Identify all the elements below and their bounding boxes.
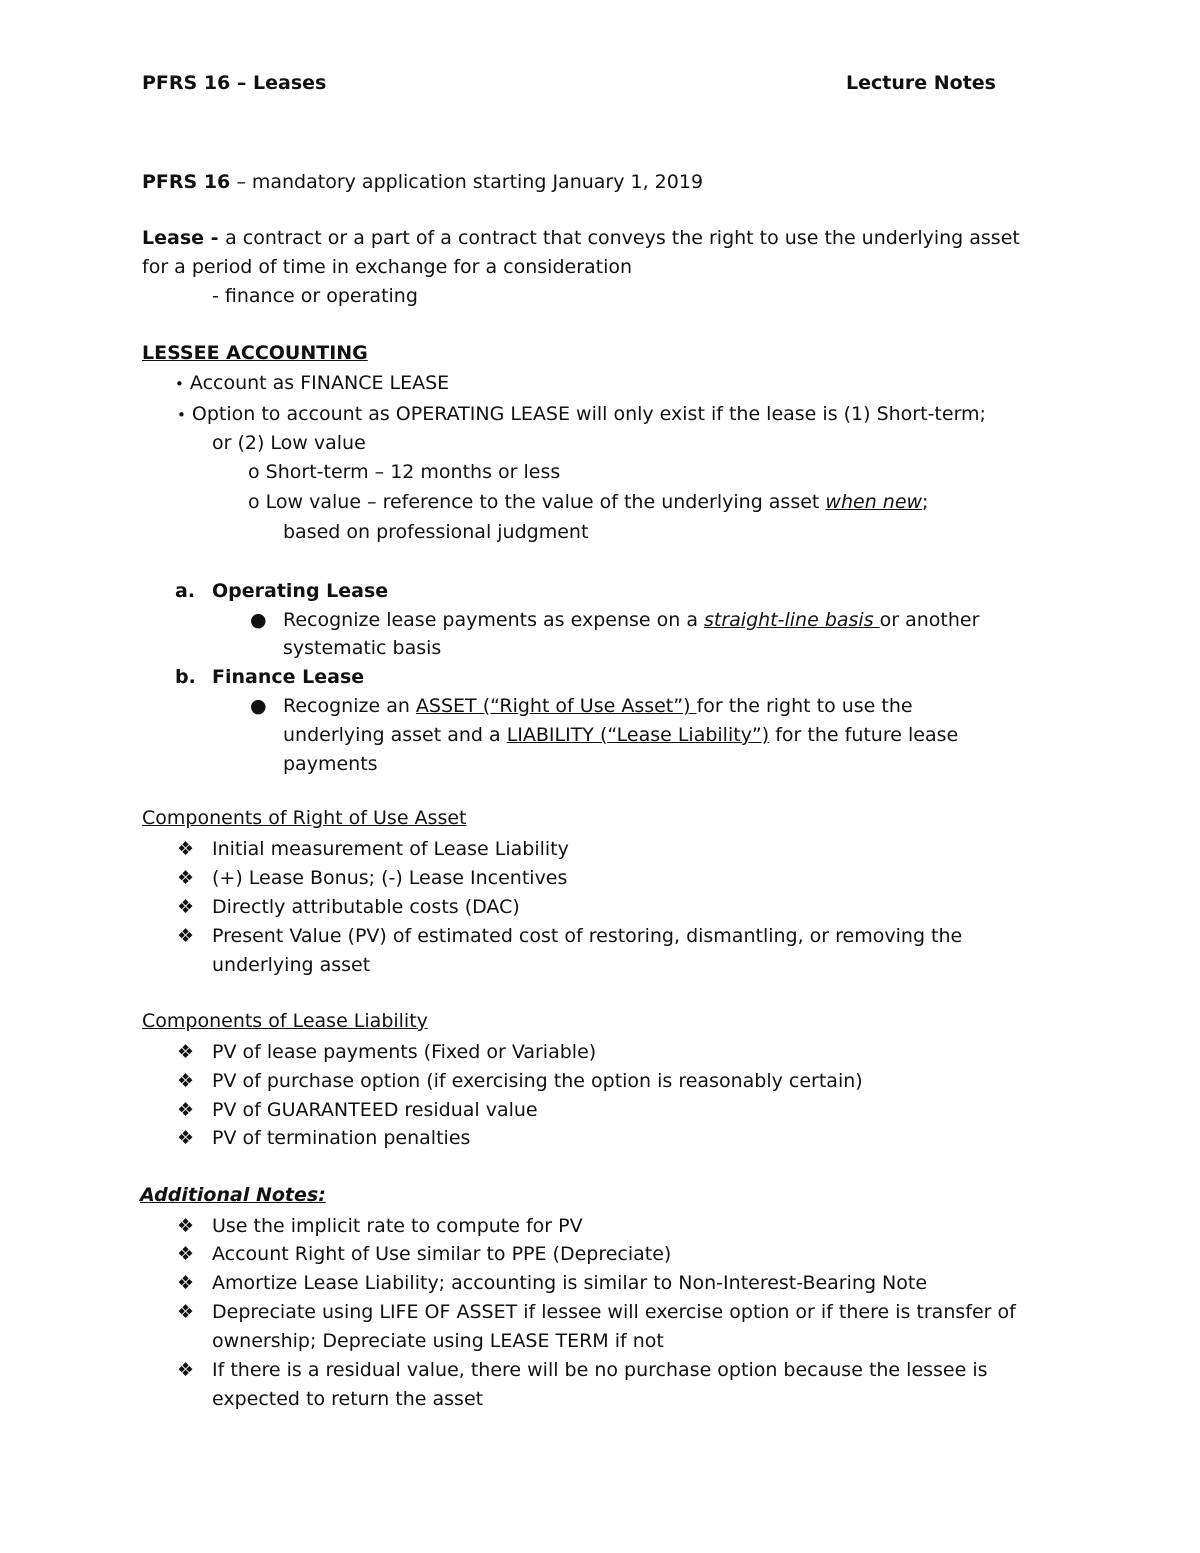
straight-line-basis-emphasis: straight-line basis <box>704 609 880 631</box>
filled-bullet-icon: ● <box>250 609 267 631</box>
finance-lease-text-line-1: Recognize an ASSET (“Right of Use Asset”) for the right to use the <box>283 695 913 717</box>
diamond-icon: ❖ <box>177 1243 195 1265</box>
lessee-bullet-2: • Option to account as OPERATING LEASE will only exist if the lease is (1) Short-term; <box>177 400 986 430</box>
lease-definition-line-2: for a period of time in exchange for a consideration <box>142 256 633 278</box>
low-value-definition-continued: based on professional judgment <box>283 521 589 543</box>
lessee-bullet-1: • Account as FINANCE LEASE <box>175 369 449 399</box>
diamond-icon: ❖ <box>177 1070 195 1092</box>
pfrs-label: PFRS 16 <box>142 171 231 193</box>
list-item: Use the implicit rate to compute for PV <box>212 1215 583 1237</box>
list-item: If there is a residual value, there will be no purchase option because the lessee is <box>212 1359 988 1381</box>
right-of-use-asset-term: ASSET (“Right of Use Asset”) <box>415 695 697 717</box>
operating-lease-title: Operating Lease <box>212 580 389 602</box>
list-item-continued: underlying asset <box>212 954 371 976</box>
document-title: PFRS 16 – Leases <box>142 72 327 94</box>
liability-components-heading: Components of Lease Liability <box>142 1010 428 1032</box>
low-value-definition: o Low value – reference to the value of the underlying asset when new; <box>248 491 929 513</box>
diamond-icon: ❖ <box>177 1041 195 1063</box>
pfrs-text: – mandatory application starting January 1, 2019 <box>230 171 704 193</box>
additional-notes-heading: Additional Notes: <box>140 1184 326 1206</box>
lessee-accounting-heading: LESSEE ACCOUNTING <box>142 342 368 364</box>
diamond-icon: ❖ <box>177 1359 195 1381</box>
document-type-label: Lecture Notes <box>846 72 996 94</box>
diamond-icon: ❖ <box>177 1099 195 1121</box>
diamond-icon: ❖ <box>177 838 195 860</box>
lease-types: - finance or operating <box>212 285 418 307</box>
finance-lease-title: Finance Lease <box>212 666 365 688</box>
pfrs-definition <box>142 168 703 197</box>
lease-label: Lease - <box>142 227 226 249</box>
filled-bullet-icon: ● <box>250 695 267 717</box>
lessee-bullet-2-continued: or (2) Low value <box>212 432 366 454</box>
diamond-icon: ❖ <box>177 1215 195 1237</box>
diamond-icon: ❖ <box>177 1301 195 1323</box>
bullet-icon: • <box>175 375 184 393</box>
list-item: Initial measurement of Lease Liability <box>212 838 569 860</box>
lease-liability-term: LIABILITY (“Lease Liability”) <box>506 724 770 746</box>
list-item: Account Right of Use similar to PPE (Depreciate) <box>212 1243 672 1265</box>
operating-lease-text-line-1: Recognize lease payments as expense on a straight-line basis or another <box>283 609 980 631</box>
diamond-icon: ❖ <box>177 896 195 918</box>
list-item: PV of termination penalties <box>212 1127 471 1149</box>
diamond-icon: ❖ <box>177 1127 195 1149</box>
list-item: PV of GUARANTEED residual value <box>212 1099 538 1121</box>
short-term-definition: o Short-term – 12 months or less <box>248 461 561 483</box>
list-item: Directly attributable costs (DAC) <box>212 896 520 918</box>
list-item: Present Value (PV) of estimated cost of restoring, dismantling, or removing the <box>212 925 963 947</box>
list-item: PV of lease payments (Fixed or Variable) <box>212 1041 597 1063</box>
list-item: Depreciate using LIFE OF ASSET if lessee will exercise option or if there is transfer of <box>212 1301 1016 1323</box>
list-item-continued: ownership; Depreciate using LEASE TERM if not <box>212 1330 664 1352</box>
operating-lease-marker: a. <box>175 580 196 602</box>
diamond-icon: ❖ <box>177 867 195 889</box>
list-item-continued: expected to return the asset <box>212 1388 484 1410</box>
diamond-icon: ❖ <box>177 1272 195 1294</box>
finance-lease-text-line-2: underlying asset and a LIABILITY (“Lease Liability”) for the future lease <box>283 724 959 746</box>
list-item: (+) Lease Bonus; (-) Lease Incentives <box>212 867 568 889</box>
rou-components-heading: Components of Right of Use Asset <box>142 807 467 829</box>
list-item: PV of purchase option (if exercising the option is reasonably certain) <box>212 1070 863 1092</box>
list-item: Amortize Lease Liability; accounting is similar to Non-Interest-Bearing Note <box>212 1272 928 1294</box>
finance-lease-marker: b. <box>175 666 196 688</box>
finance-lease-text-line-3: payments <box>283 753 378 775</box>
when-new-emphasis: when new <box>825 491 923 513</box>
operating-lease-text-line-2: systematic basis <box>283 637 442 659</box>
bullet-icon: • <box>177 406 186 424</box>
lease-definition-line-1: Lease - a contract or a part of a contract that conveys the right to use the underlying asset <box>142 227 1020 249</box>
diamond-icon: ❖ <box>177 925 195 947</box>
